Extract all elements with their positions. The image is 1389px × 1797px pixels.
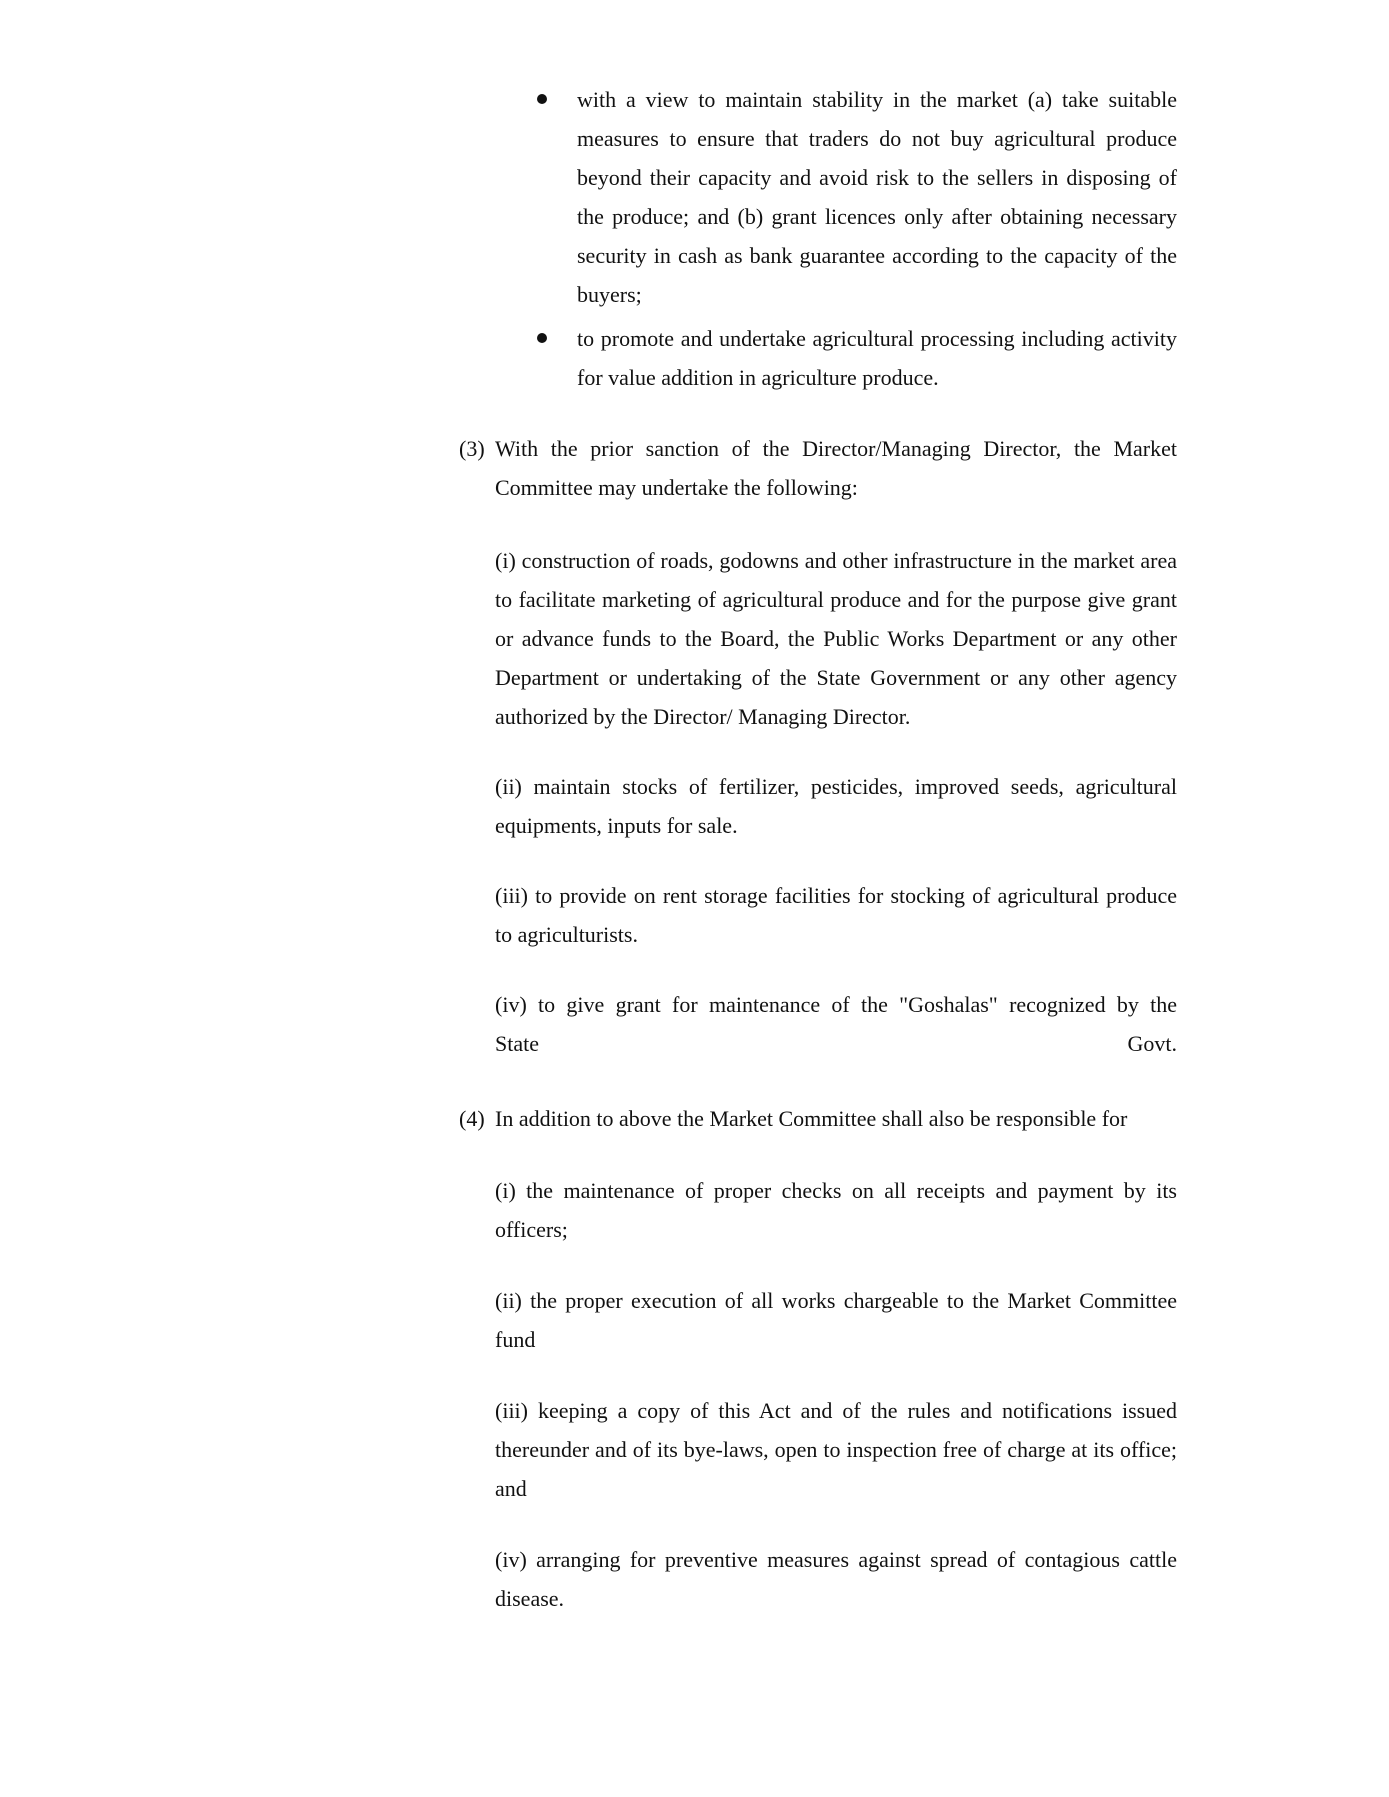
section-3-item-iv: [495, 985, 1177, 1063]
section-3-item-iv-line1: [495, 985, 1177, 1024]
bullet-marker: [537, 333, 547, 343]
section-4-item-iii: (iii) keeping a copy of this Act and of the rules and notifications issued thereunder and of its bye-laws, open to inspection free of charge at its office; and: [495, 1398, 1177, 1501]
section-3-item-iii: (iii) to provide on rent storage facilities for stocking of agricultural produce to agriculturists.: [495, 883, 1177, 947]
section-4-item-iv: (iv) arranging for preventive measures against spread of contagious cattle disease.: [495, 1547, 1177, 1611]
section-3-number: (3): [459, 436, 485, 461]
item-iv-govt: Govt.: [1127, 1031, 1177, 1056]
section-4-item-i: (i) the maintenance of proper checks on all receipts and payment by its officers;: [495, 1178, 1177, 1242]
bullet-item-2: to promote and undertake agricultural processing including activity for value addition in agriculture produce.: [577, 326, 1177, 390]
section-3-item-i: (i) construction of roads, godowns and other infrastructure in the market area to facilitate marketing of agricultural produce and for the purpose give grant or advance funds to the Board, the Public Works Department or any other Department or undertaking of the State Government or any other agency authorized by the Director/ Managing Director.: [495, 548, 1177, 729]
bullet-marker: [537, 94, 547, 104]
section-3-intro: With the prior sanction of the Director/Managing Director, the Market Committee may undertake the following:: [495, 436, 1177, 500]
item-iv-text: (iv) to give grant for maintenance of the "Goshalas" recognized by the: [495, 992, 1177, 1017]
section-4-intro: In addition to above the Market Committee shall also be responsible for: [495, 1106, 1128, 1131]
item-iv-state: State: [495, 1031, 539, 1056]
section-4-item-ii: (ii) the proper execution of all works chargeable to the Market Committee fund: [495, 1288, 1177, 1352]
bullet-item-1: with a view to maintain stability in the market (a) take suitable measures to ensure that traders do not buy agricultural produce beyond their capacity and avoid risk to the sellers in disposing of the produce; and (b) grant licences only after obtaining necessary security in cash as bank guarantee according to the capacity of the buyers;: [577, 87, 1177, 307]
section-3-item-ii: (ii) maintain stocks of fertilizer, pesticides, improved seeds, agricultural equipments, inputs for sale.: [495, 774, 1177, 838]
section-4-number: (4): [459, 1106, 485, 1131]
section-3-item-iv-line2: [495, 1024, 1177, 1063]
